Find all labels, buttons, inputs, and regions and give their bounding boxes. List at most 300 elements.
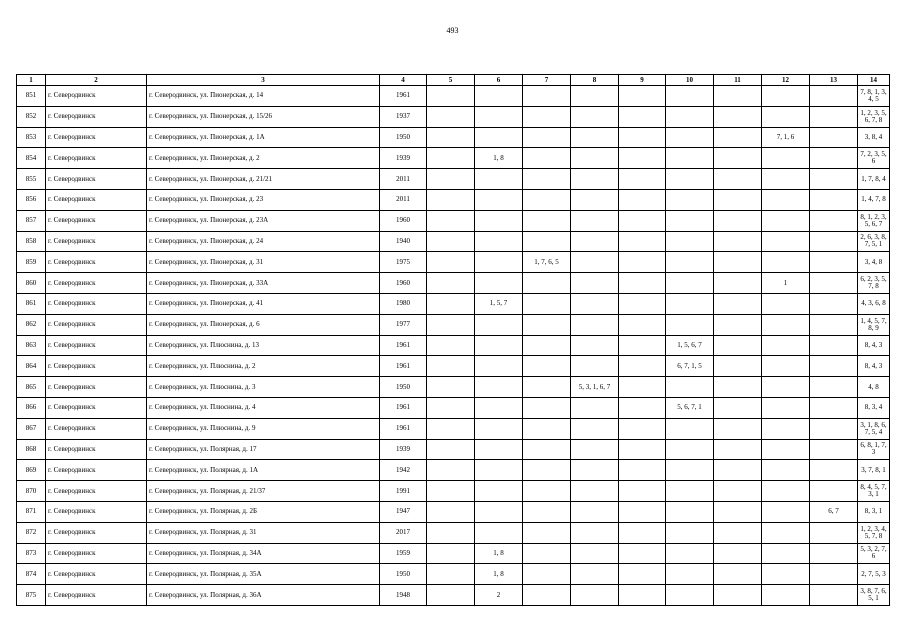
- col7-cell: [523, 231, 571, 252]
- year-cell: 1961: [380, 418, 427, 439]
- col9-cell: [619, 397, 666, 418]
- col6-cell: 1, 8: [475, 543, 523, 564]
- col10-cell: [666, 148, 714, 169]
- col14-cell: 8, 3, 4: [858, 397, 890, 418]
- col10-cell: [666, 252, 714, 273]
- col6-cell: [475, 335, 523, 356]
- year-cell: 1961: [380, 397, 427, 418]
- col8-cell: [571, 106, 619, 127]
- col9-cell: [619, 169, 666, 190]
- col14-cell: 1, 4, 5, 7, 8, 9: [858, 314, 890, 335]
- city-cell: г. Северодвинск: [46, 564, 147, 585]
- year-cell: 1939: [380, 148, 427, 169]
- col9-cell: [619, 127, 666, 148]
- year-cell: 1937: [380, 106, 427, 127]
- col7-cell: [523, 106, 571, 127]
- address-cell: г. Северодвинск, ул. Пионерская, д. 2: [147, 148, 380, 169]
- col10-cell: [666, 210, 714, 231]
- col6-cell: [475, 252, 523, 273]
- col7-cell: [523, 356, 571, 377]
- col13-cell: [810, 169, 858, 190]
- col6-cell: [475, 460, 523, 481]
- col8-cell: [571, 543, 619, 564]
- col5-cell: [427, 481, 475, 502]
- address-cell: г. Северодвинск, ул. Полярная, д. 36А: [147, 585, 380, 606]
- year-cell: 1950: [380, 377, 427, 398]
- city-cell: г. Северодвинск: [46, 585, 147, 606]
- col10-cell: [666, 273, 714, 294]
- year-cell: 1980: [380, 293, 427, 314]
- col13-cell: [810, 460, 858, 481]
- col8-cell: [571, 460, 619, 481]
- table-row: [17, 418, 890, 439]
- col5-cell: [427, 169, 475, 190]
- row-number-cell: 871: [17, 501, 46, 522]
- city-cell: г. Северодвинск: [46, 314, 147, 335]
- year-cell: 1940: [380, 231, 427, 252]
- table-row: [17, 356, 890, 377]
- col7-cell: 1, 7, 6, 5: [523, 252, 571, 273]
- col12-cell: [762, 377, 810, 398]
- table-row: [17, 564, 890, 585]
- col8-cell: [571, 481, 619, 502]
- col7-cell: [523, 564, 571, 585]
- col13-cell: [810, 106, 858, 127]
- col7-cell: [523, 293, 571, 314]
- col14-cell: 8, 4, 3: [858, 356, 890, 377]
- col6-cell: [475, 314, 523, 335]
- col13-cell: [810, 293, 858, 314]
- col10-cell: [666, 543, 714, 564]
- col7-cell: [523, 439, 571, 460]
- col11-cell: [714, 439, 762, 460]
- col9-cell: [619, 210, 666, 231]
- col14-cell: 3, 8, 4: [858, 127, 890, 148]
- col10-cell: 5, 6, 7, 1: [666, 397, 714, 418]
- col7-cell: [523, 501, 571, 522]
- col9-cell: [619, 314, 666, 335]
- col14-cell: 6, 2, 3, 5, 7, 8: [858, 273, 890, 294]
- row-number-cell: 858: [17, 231, 46, 252]
- col12-cell: [762, 314, 810, 335]
- col10-cell: [666, 314, 714, 335]
- address-cell: г. Северодвинск, ул. Плюснина, д. 2: [147, 356, 380, 377]
- city-cell: г. Северодвинск: [46, 293, 147, 314]
- address-cell: г. Северодвинск, ул. Плюснина, д. 13: [147, 335, 380, 356]
- year-cell: 1991: [380, 481, 427, 502]
- col8-cell: [571, 293, 619, 314]
- col14-cell: 4, 3, 6, 8: [858, 293, 890, 314]
- col14-cell: 7, 8, 1, 3, 4, 5: [858, 86, 890, 107]
- col12-cell: 7, 1, 6: [762, 127, 810, 148]
- year-cell: 1961: [380, 356, 427, 377]
- col8-cell: [571, 210, 619, 231]
- year-cell: 1947: [380, 501, 427, 522]
- housing-register-table: [16, 74, 890, 606]
- column-header: 5: [427, 75, 475, 86]
- year-cell: 1942: [380, 460, 427, 481]
- col5-cell: [427, 293, 475, 314]
- table-row: [17, 481, 890, 502]
- col14-cell: 8, 4, 5, 7, 3, 1: [858, 481, 890, 502]
- city-cell: г. Северодвинск: [46, 335, 147, 356]
- col9-cell: [619, 148, 666, 169]
- table-row: [17, 189, 890, 210]
- col13-cell: [810, 564, 858, 585]
- row-number-cell: 874: [17, 564, 46, 585]
- table-row: [17, 439, 890, 460]
- col9-cell: [619, 335, 666, 356]
- year-cell: 2011: [380, 189, 427, 210]
- table-row: [17, 231, 890, 252]
- address-cell: г. Северодвинск, ул. Полярная, д. 1А: [147, 460, 380, 481]
- col13-cell: [810, 335, 858, 356]
- col5-cell: [427, 585, 475, 606]
- col13-cell: [810, 377, 858, 398]
- city-cell: г. Северодвинск: [46, 106, 147, 127]
- col5-cell: [427, 86, 475, 107]
- header-row: [17, 75, 890, 86]
- col14-cell: 3, 4, 8: [858, 252, 890, 273]
- table-row: [17, 210, 890, 231]
- col5-cell: [427, 106, 475, 127]
- col8-cell: [571, 501, 619, 522]
- col10-cell: [666, 293, 714, 314]
- col5-cell: [427, 439, 475, 460]
- col7-cell: [523, 377, 571, 398]
- col13-cell: [810, 252, 858, 273]
- table-row: [17, 127, 890, 148]
- col12-cell: [762, 460, 810, 481]
- col9-cell: [619, 189, 666, 210]
- row-number-cell: 862: [17, 314, 46, 335]
- col12-cell: [762, 522, 810, 543]
- col13-cell: 6, 7: [810, 501, 858, 522]
- col12-cell: [762, 335, 810, 356]
- col5-cell: [427, 252, 475, 273]
- col11-cell: [714, 522, 762, 543]
- col6-cell: [475, 231, 523, 252]
- table-row: [17, 522, 890, 543]
- table-row: [17, 106, 890, 127]
- col13-cell: [810, 585, 858, 606]
- column-header: 12: [762, 75, 810, 86]
- col9-cell: [619, 481, 666, 502]
- year-cell: 1961: [380, 335, 427, 356]
- col10-cell: [666, 418, 714, 439]
- col14-cell: 4, 8: [858, 377, 890, 398]
- city-cell: г. Северодвинск: [46, 377, 147, 398]
- col10-cell: [666, 377, 714, 398]
- city-cell: г. Северодвинск: [46, 169, 147, 190]
- row-number-cell: 867: [17, 418, 46, 439]
- col8-cell: [571, 335, 619, 356]
- col14-cell: 8, 4, 3: [858, 335, 890, 356]
- col11-cell: [714, 106, 762, 127]
- col9-cell: [619, 293, 666, 314]
- col11-cell: [714, 481, 762, 502]
- row-number-cell: 866: [17, 397, 46, 418]
- col11-cell: [714, 314, 762, 335]
- city-cell: г. Северодвинск: [46, 460, 147, 481]
- col11-cell: [714, 189, 762, 210]
- city-cell: г. Северодвинск: [46, 189, 147, 210]
- col5-cell: [427, 522, 475, 543]
- address-cell: г. Северодвинск, ул. Полярная, д. 17: [147, 439, 380, 460]
- col13-cell: [810, 210, 858, 231]
- year-cell: 2011: [380, 169, 427, 190]
- col14-cell: 2, 7, 5, 3: [858, 564, 890, 585]
- col14-cell: 3, 8, 7, 6, 5, 1: [858, 585, 890, 606]
- col9-cell: [619, 564, 666, 585]
- table-row: [17, 148, 890, 169]
- col11-cell: [714, 335, 762, 356]
- row-number-cell: 855: [17, 169, 46, 190]
- col8-cell: [571, 585, 619, 606]
- city-cell: г. Северодвинск: [46, 252, 147, 273]
- col7-cell: [523, 210, 571, 231]
- col7-cell: [523, 543, 571, 564]
- col12-cell: [762, 356, 810, 377]
- year-cell: 1959: [380, 543, 427, 564]
- row-number-cell: 856: [17, 189, 46, 210]
- city-cell: г. Северодвинск: [46, 522, 147, 543]
- col5-cell: [427, 335, 475, 356]
- col13-cell: [810, 127, 858, 148]
- col11-cell: [714, 86, 762, 107]
- row-number-cell: 869: [17, 460, 46, 481]
- col11-cell: [714, 231, 762, 252]
- col12-cell: [762, 148, 810, 169]
- row-number-cell: 851: [17, 86, 46, 107]
- col8-cell: [571, 189, 619, 210]
- col9-cell: [619, 231, 666, 252]
- address-cell: г. Северодвинск, ул. Полярная, д. 31: [147, 522, 380, 543]
- row-number-cell: 860: [17, 273, 46, 294]
- col8-cell: [571, 356, 619, 377]
- col10-cell: [666, 439, 714, 460]
- col6-cell: [475, 210, 523, 231]
- col7-cell: [523, 460, 571, 481]
- address-cell: г. Северодвинск, ул. Пионерская, д. 1А: [147, 127, 380, 148]
- table-row: [17, 460, 890, 481]
- row-number-cell: 865: [17, 377, 46, 398]
- col5-cell: [427, 356, 475, 377]
- col6-cell: [475, 501, 523, 522]
- col14-cell: 1, 4, 7, 8: [858, 189, 890, 210]
- city-cell: г. Северодвинск: [46, 148, 147, 169]
- col12-cell: [762, 210, 810, 231]
- row-number-cell: 873: [17, 543, 46, 564]
- col7-cell: [523, 585, 571, 606]
- col6-cell: [475, 106, 523, 127]
- col14-cell: 7, 2, 3, 5, 6: [858, 148, 890, 169]
- row-number-cell: 853: [17, 127, 46, 148]
- address-cell: г. Северодвинск, ул. Пионерская, д. 41: [147, 293, 380, 314]
- col14-cell: 2, 6, 3, 8, 7, 5, 1: [858, 231, 890, 252]
- row-number-cell: 859: [17, 252, 46, 273]
- col11-cell: [714, 252, 762, 273]
- col12-cell: [762, 86, 810, 107]
- col9-cell: [619, 106, 666, 127]
- col14-cell: 1, 2, 3, 5, 6, 7, 8: [858, 106, 890, 127]
- col13-cell: [810, 522, 858, 543]
- col5-cell: [427, 543, 475, 564]
- col13-cell: [810, 481, 858, 502]
- col6-cell: [475, 169, 523, 190]
- col8-cell: [571, 86, 619, 107]
- col14-cell: 1, 2, 3, 4, 5, 7, 8: [858, 522, 890, 543]
- col11-cell: [714, 397, 762, 418]
- col8-cell: [571, 314, 619, 335]
- col6-cell: 1, 8: [475, 148, 523, 169]
- table-row: [17, 293, 890, 314]
- address-cell: г. Северодвинск, ул. Полярная, д. 2Б: [147, 501, 380, 522]
- table-body: [17, 86, 890, 606]
- col8-cell: [571, 127, 619, 148]
- col9-cell: [619, 543, 666, 564]
- col10-cell: [666, 127, 714, 148]
- col5-cell: [427, 189, 475, 210]
- col7-cell: [523, 127, 571, 148]
- col13-cell: [810, 231, 858, 252]
- col10-cell: [666, 86, 714, 107]
- col14-cell: 3, 1, 8, 6, 7, 5, 4: [858, 418, 890, 439]
- col13-cell: [810, 397, 858, 418]
- col12-cell: [762, 501, 810, 522]
- column-header: 1: [17, 75, 46, 86]
- col11-cell: [714, 460, 762, 481]
- row-number-cell: 852: [17, 106, 46, 127]
- col7-cell: [523, 418, 571, 439]
- city-cell: г. Северодвинск: [46, 397, 147, 418]
- col12-cell: [762, 169, 810, 190]
- col5-cell: [427, 564, 475, 585]
- city-cell: г. Северодвинск: [46, 418, 147, 439]
- address-cell: г. Северодвинск, ул. Пионерская, д. 6: [147, 314, 380, 335]
- col8-cell: 5, 3, 1, 6, 7: [571, 377, 619, 398]
- address-cell: г. Северодвинск, ул. Плюснина, д. 9: [147, 418, 380, 439]
- col9-cell: [619, 522, 666, 543]
- col13-cell: [810, 543, 858, 564]
- table-row: [17, 377, 890, 398]
- row-number-cell: 868: [17, 439, 46, 460]
- col10-cell: [666, 189, 714, 210]
- col6-cell: 1, 5, 7: [475, 293, 523, 314]
- col12-cell: [762, 397, 810, 418]
- address-cell: г. Северодвинск, ул. Плюснина, д. 3: [147, 377, 380, 398]
- address-cell: г. Северодвинск, ул. Пионерская, д. 14: [147, 86, 380, 107]
- year-cell: 1961: [380, 86, 427, 107]
- col9-cell: [619, 86, 666, 107]
- address-cell: г. Северодвинск, ул. Полярная, д. 34А: [147, 543, 380, 564]
- col11-cell: [714, 273, 762, 294]
- col8-cell: [571, 148, 619, 169]
- year-cell: 1948: [380, 585, 427, 606]
- col5-cell: [427, 127, 475, 148]
- col10-cell: [666, 522, 714, 543]
- col7-cell: [523, 273, 571, 294]
- table-row: [17, 397, 890, 418]
- col11-cell: [714, 501, 762, 522]
- col6-cell: [475, 418, 523, 439]
- col12-cell: [762, 252, 810, 273]
- col13-cell: [810, 86, 858, 107]
- address-cell: г. Северодвинск, ул. Пионерская, д. 21/21: [147, 169, 380, 190]
- year-cell: 1975: [380, 252, 427, 273]
- year-cell: 1950: [380, 127, 427, 148]
- col12-cell: [762, 293, 810, 314]
- col9-cell: [619, 252, 666, 273]
- col12-cell: [762, 189, 810, 210]
- col11-cell: [714, 210, 762, 231]
- column-header: 6: [475, 75, 523, 86]
- col11-cell: [714, 585, 762, 606]
- column-header: 11: [714, 75, 762, 86]
- city-cell: г. Северодвинск: [46, 439, 147, 460]
- row-number-cell: 854: [17, 148, 46, 169]
- col10-cell: 1, 5, 6, 7: [666, 335, 714, 356]
- column-header: 2: [46, 75, 147, 86]
- col11-cell: [714, 148, 762, 169]
- address-cell: г. Северодвинск, ул. Пионерская, д. 24: [147, 231, 380, 252]
- col7-cell: [523, 397, 571, 418]
- col10-cell: 6, 7, 1, 5: [666, 356, 714, 377]
- city-cell: г. Северодвинск: [46, 273, 147, 294]
- col5-cell: [427, 418, 475, 439]
- col5-cell: [427, 460, 475, 481]
- col12-cell: [762, 564, 810, 585]
- row-number-cell: 875: [17, 585, 46, 606]
- col13-cell: [810, 314, 858, 335]
- address-cell: г. Северодвинск, ул. Плюснина, д. 4: [147, 397, 380, 418]
- col7-cell: [523, 189, 571, 210]
- col11-cell: [714, 127, 762, 148]
- col6-cell: [475, 397, 523, 418]
- address-cell: г. Северодвинск, ул. Полярная, д. 21/37: [147, 481, 380, 502]
- col6-cell: [475, 189, 523, 210]
- column-header: 4: [380, 75, 427, 86]
- col5-cell: [427, 377, 475, 398]
- col8-cell: [571, 169, 619, 190]
- year-cell: 1950: [380, 564, 427, 585]
- address-cell: г. Северодвинск, ул. Пионерская, д. 23А: [147, 210, 380, 231]
- col8-cell: [571, 397, 619, 418]
- col12-cell: [762, 481, 810, 502]
- city-cell: г. Северодвинск: [46, 356, 147, 377]
- col8-cell: [571, 439, 619, 460]
- col5-cell: [427, 148, 475, 169]
- col8-cell: [571, 231, 619, 252]
- col11-cell: [714, 564, 762, 585]
- col13-cell: [810, 418, 858, 439]
- col11-cell: [714, 169, 762, 190]
- col7-cell: [523, 335, 571, 356]
- col14-cell: 5, 3, 2, 7, 6: [858, 543, 890, 564]
- col6-cell: [475, 86, 523, 107]
- city-cell: г. Северодвинск: [46, 231, 147, 252]
- col8-cell: [571, 564, 619, 585]
- col6-cell: [475, 273, 523, 294]
- table-row: [17, 335, 890, 356]
- col12-cell: [762, 418, 810, 439]
- table-row: [17, 501, 890, 522]
- col14-cell: 1, 7, 8, 4: [858, 169, 890, 190]
- table-row: [17, 252, 890, 273]
- col7-cell: [523, 86, 571, 107]
- col10-cell: [666, 501, 714, 522]
- col9-cell: [619, 273, 666, 294]
